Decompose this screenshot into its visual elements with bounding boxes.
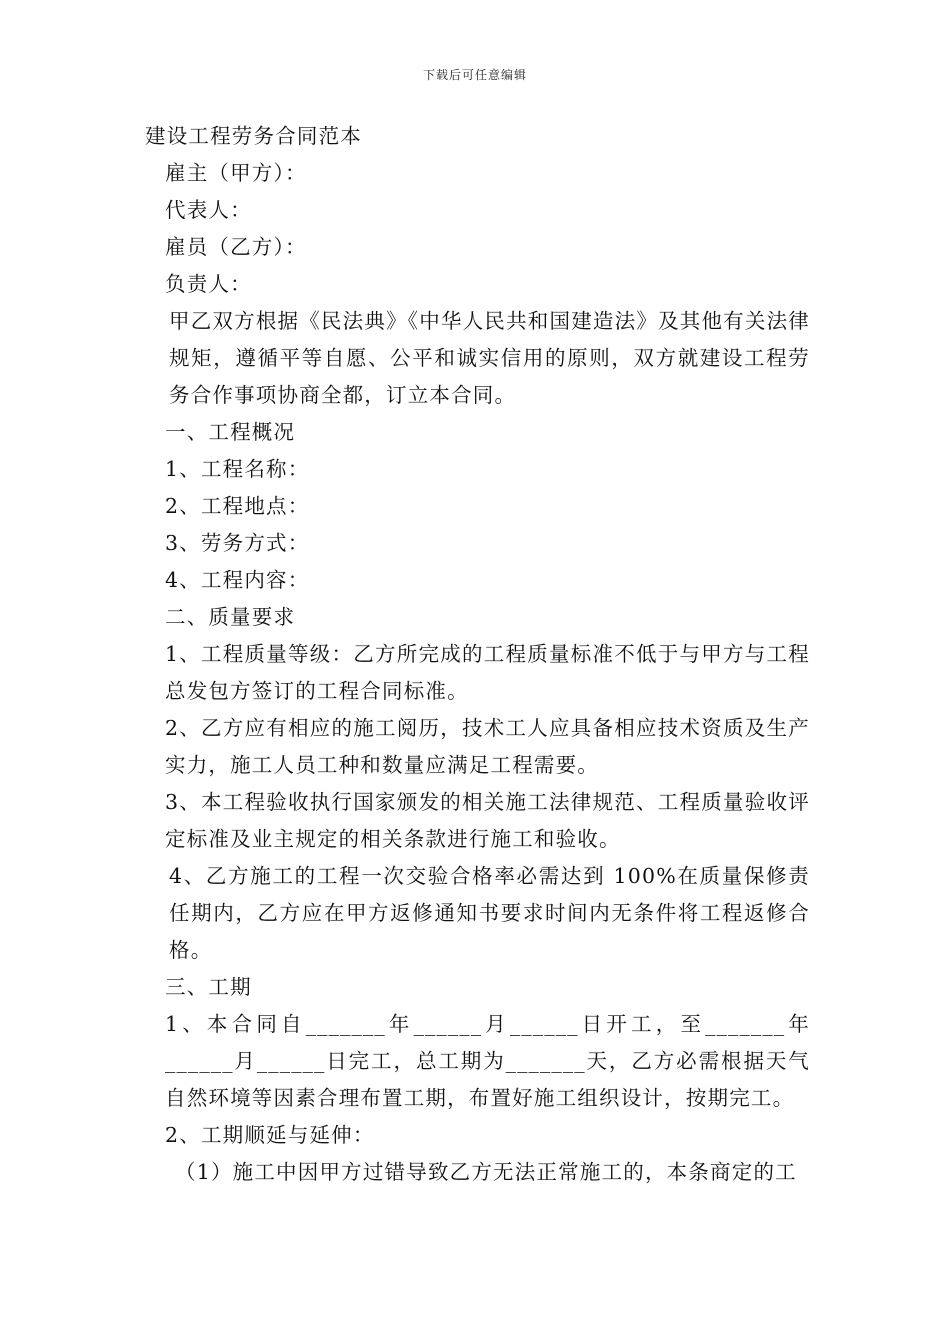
- project-content-item: 4、工程内容：: [165, 568, 310, 592]
- extension-subclause-1: （1）施工中因甲方过错导致乙方无法正常施工的，本条商定的工: [175, 1160, 797, 1184]
- representative-field: 代表人：: [165, 198, 252, 222]
- labor-method-item: 3、劳务方式：: [165, 531, 310, 555]
- experience-clause: 2、乙方应有相应的施工阅历，技术工人应具备相应技术资质及生产实力，施工人员工种和数量应满足工程需要。: [165, 716, 810, 777]
- pass-rate-clause: 4、乙方施工的工程一次交验合格率必需达到 100%在质量保修责任期内，乙方应在甲方返修通知书要求时间内无条件将工程返修合格。: [169, 864, 810, 962]
- extension-clause-heading: 2、工期顺延与延伸：: [165, 1123, 375, 1147]
- intro-paragraph: 甲乙双方根据《民法典》《中华人民共和国建造法》及其他有关法律规矩，遵循平等自愿、公平和诚实信用的原则，双方就建设工程劳务合作事项协商全都，订立本合同。: [169, 309, 810, 407]
- employer-field: 雇主（甲方）：: [165, 161, 307, 185]
- employee-field: 雇员（乙方）：: [165, 235, 307, 259]
- project-name-item: 1、工程名称：: [165, 457, 310, 481]
- page-header: 下载后可任意编辑: [422, 68, 527, 82]
- project-location-item: 2、工程地点：: [165, 494, 310, 518]
- acceptance-clause: 3、本工程验收执行国家颁发的相关施工法律规范、工程质量验收评定标准及业主规定的相关条款进行施工和验收。: [165, 790, 810, 851]
- quality-grade-clause: 1、工程质量等级：乙方所完成的工程质量标准不低于与甲方与工程总发包方签订的工程合同标准。: [165, 642, 810, 703]
- principal-field: 负责人：: [165, 272, 252, 296]
- document-title: 建设工程劳务合同范本: [145, 124, 362, 148]
- schedule-clause: 1、本合同自_______年______月______日开工，至_______年______月______日完工，总工期为_______天，乙方必需根据天气自然环境等因素合理布置工期，布置好施工组织设计，按期完工。: [165, 1012, 810, 1110]
- section-1-heading: 一、工程概况: [165, 420, 296, 444]
- section-2-heading: 二、质量要求: [165, 605, 296, 629]
- contract-body: [145, 118, 810, 1191]
- section-3-heading: 三、工期: [165, 975, 252, 999]
